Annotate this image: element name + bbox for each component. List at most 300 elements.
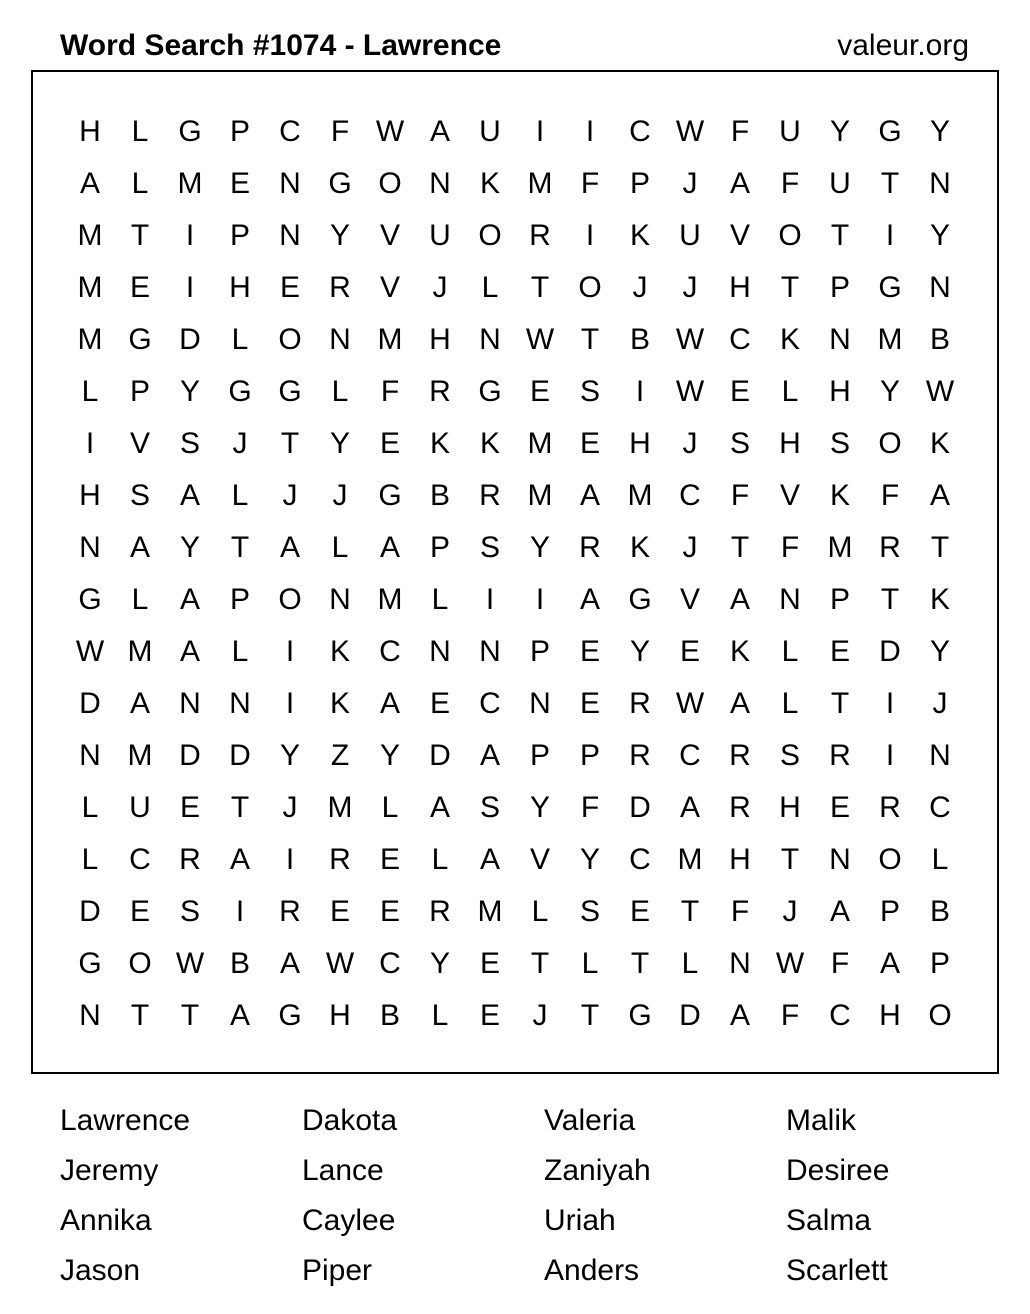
word-list-item: Zaniyah [544, 1154, 651, 1187]
grid-letter: P [579, 739, 600, 772]
grid-letter: A [279, 531, 300, 564]
grid-letter: C [279, 115, 301, 148]
grid-letter: I [235, 895, 245, 928]
grid-letter: M [377, 583, 403, 616]
grid-letter: W [75, 635, 105, 668]
grid-letter: D [679, 999, 701, 1032]
grid-letter: F [580, 791, 600, 824]
grid-letter: K [629, 219, 650, 252]
grid-letter: S [179, 427, 200, 460]
grid-letter: B [929, 323, 950, 356]
grid-letter: A [579, 479, 600, 512]
grid-letter: W [675, 115, 705, 148]
grid-letter: E [279, 271, 300, 304]
grid-letter: C [629, 115, 651, 148]
grid-letter: C [379, 635, 401, 668]
grid-letter: E [479, 999, 500, 1032]
grid-letter: N [79, 999, 101, 1032]
grid-letter: R [879, 791, 901, 824]
grid-letter: K [779, 323, 800, 356]
grid-letter: A [179, 583, 200, 616]
grid-letter: L [131, 583, 149, 616]
word-list-item: Valeria [544, 1104, 636, 1137]
grid-letter: D [179, 323, 201, 356]
grid-letter: L [581, 947, 599, 980]
grid-letter: J [282, 791, 298, 824]
grid-letter: E [129, 895, 150, 928]
grid-letter: V [729, 219, 750, 252]
word-list-item: Dakota [302, 1104, 398, 1137]
grid-letter: I [885, 739, 895, 772]
word-list-item: Uriah [544, 1204, 616, 1237]
grid-letter: O [878, 427, 902, 460]
grid-letter: T [630, 947, 650, 980]
grid-letter: J [632, 271, 648, 304]
grid-letter: G [378, 479, 402, 512]
grid-letter: M [827, 531, 853, 564]
grid-letter: N [279, 167, 301, 200]
grid-letter: G [278, 375, 302, 408]
grid-letter: N [829, 843, 851, 876]
grid-letter: I [285, 687, 295, 720]
grid-letter: V [379, 219, 400, 252]
grid-letter: C [679, 479, 701, 512]
grid-letter: L [81, 791, 99, 824]
grid-letter: I [635, 375, 645, 408]
grid-letter: R [329, 271, 351, 304]
grid-letter: J [682, 167, 698, 200]
grid-letter: P [829, 271, 850, 304]
grid-letter: A [379, 531, 400, 564]
grid-letter: B [929, 895, 950, 928]
word-list-item: Scarlett [786, 1254, 888, 1287]
grid-letter: P [829, 583, 850, 616]
grid-letter: U [779, 115, 801, 148]
grid-letter: L [231, 323, 249, 356]
grid-letter: W [675, 323, 705, 356]
grid-letter: M [77, 323, 103, 356]
grid-letter: V [779, 479, 800, 512]
grid-letter: R [279, 895, 301, 928]
grid-letter: C [129, 843, 151, 876]
grid-letter: D [879, 635, 901, 668]
grid-letter: E [129, 271, 150, 304]
grid-letter: T [280, 427, 300, 460]
grid-letter: U [129, 791, 151, 824]
grid-letter: A [179, 479, 200, 512]
grid-letter: K [929, 583, 950, 616]
word-list-item: Jason [60, 1254, 141, 1287]
grid-letter: N [929, 271, 951, 304]
grid-letter: N [79, 739, 101, 772]
grid-letter: I [585, 115, 595, 148]
grid-letter: P [929, 947, 950, 980]
grid-letter: M [377, 323, 403, 356]
site-name: valeur.org [837, 29, 969, 62]
grid-letter: R [829, 739, 851, 772]
grid-letter: T [930, 531, 950, 564]
grid-letter: H [329, 999, 351, 1032]
grid-letter: R [879, 531, 901, 564]
grid-letter: Y [179, 375, 200, 408]
grid-letter: L [381, 791, 399, 824]
letter-grid [65, 106, 965, 1042]
grid-letter: J [682, 271, 698, 304]
grid-letter: T [880, 583, 900, 616]
grid-letter: F [830, 947, 850, 980]
grid-letter: N [929, 167, 951, 200]
grid-letter: A [479, 843, 500, 876]
grid-letter: O [378, 167, 402, 200]
grid-letter: J [332, 479, 348, 512]
grid-letter: N [479, 635, 501, 668]
grid-letter: Y [379, 739, 400, 772]
grid-letter: C [929, 791, 951, 824]
grid-letter: N [329, 583, 351, 616]
grid-letter: L [431, 843, 449, 876]
grid-letter: Y [429, 947, 450, 980]
grid-letter: L [481, 271, 499, 304]
grid-letter: S [129, 479, 150, 512]
grid-letter: B [379, 999, 400, 1032]
grid-letter: M [677, 843, 703, 876]
grid-letter: T [780, 271, 800, 304]
grid-letter: I [185, 271, 195, 304]
grid-letter: J [432, 271, 448, 304]
grid-letter: E [379, 895, 400, 928]
grid-letter: M [627, 479, 653, 512]
grid-letter: P [229, 219, 250, 252]
grid-letter: E [579, 687, 600, 720]
grid-letter: O [278, 583, 302, 616]
grid-letter: R [429, 895, 451, 928]
grid-letter: F [730, 115, 750, 148]
grid-letter: F [730, 895, 750, 928]
grid-letter: L [331, 375, 349, 408]
grid-letter: K [479, 167, 500, 200]
grid-letter: A [279, 947, 300, 980]
grid-letter: W [525, 323, 555, 356]
grid-letter: Y [929, 635, 950, 668]
grid-letter: A [429, 791, 450, 824]
grid-letter: I [885, 219, 895, 252]
grid-letter: M [877, 323, 903, 356]
grid-letter: L [431, 999, 449, 1032]
grid-letter: K [929, 427, 950, 460]
grid-letter: B [229, 947, 250, 980]
grid-letter: A [729, 999, 750, 1032]
grid-letter: T [880, 167, 900, 200]
grid-letter: F [580, 167, 600, 200]
grid-letter: E [179, 791, 200, 824]
grid-letter: O [128, 947, 152, 980]
grid-letter: P [229, 583, 250, 616]
grid-letter: C [629, 843, 651, 876]
grid-letter: M [527, 427, 553, 460]
word-list-item: Annika [60, 1204, 152, 1237]
grid-letter: P [129, 375, 150, 408]
grid-letter: J [682, 427, 698, 460]
grid-letter: N [429, 167, 451, 200]
grid-letter: N [729, 947, 751, 980]
grid-letter: O [878, 843, 902, 876]
grid-letter: R [629, 687, 651, 720]
grid-letter: H [879, 999, 901, 1032]
grid-letter: A [479, 739, 500, 772]
grid-letter: J [932, 687, 948, 720]
grid-letter: T [230, 791, 250, 824]
grid-letter: K [329, 687, 350, 720]
grid-letter: T [680, 895, 700, 928]
grid-letter: N [279, 219, 301, 252]
grid-letter: R [529, 219, 551, 252]
grid-letter: U [429, 219, 451, 252]
grid-letter: A [229, 999, 250, 1032]
grid-letter: U [479, 115, 501, 148]
grid-letter: D [229, 739, 251, 772]
grid-letter: S [729, 427, 750, 460]
grid-letter: L [331, 531, 349, 564]
word-list-item: Salma [786, 1204, 872, 1237]
grid-letter: C [379, 947, 401, 980]
grid-letter: R [429, 375, 451, 408]
word-list-item: Malik [786, 1104, 857, 1137]
grid-letter: H [79, 479, 101, 512]
grid-letter: H [779, 427, 801, 460]
grid-letter: D [429, 739, 451, 772]
grid-letter: G [278, 999, 302, 1032]
grid-letter: R [579, 531, 601, 564]
grid-letter: P [529, 635, 550, 668]
grid-letter: E [579, 635, 600, 668]
grid-letter: Y [579, 843, 600, 876]
grid-letter: A [129, 687, 150, 720]
grid-letter: I [485, 583, 495, 616]
grid-letter: T [730, 531, 750, 564]
grid-letter: V [129, 427, 150, 460]
grid-letter: E [429, 687, 450, 720]
grid-letter: M [527, 167, 553, 200]
grid-letter: V [529, 843, 550, 876]
grid-letter: D [79, 895, 101, 928]
grid-letter: I [585, 219, 595, 252]
puzzle-title: Word Search #1074 - Lawrence [60, 29, 502, 62]
grid-letter: I [885, 687, 895, 720]
grid-letter: T [580, 999, 600, 1032]
grid-letter: E [729, 375, 750, 408]
grid-letter: A [729, 583, 750, 616]
grid-letter: E [379, 427, 400, 460]
grid-letter: W [175, 947, 205, 980]
grid-letter: L [931, 843, 949, 876]
grid-letter: F [780, 167, 800, 200]
grid-letter: Z [330, 739, 350, 772]
grid-letter: E [829, 791, 850, 824]
grid-letter: T [530, 271, 550, 304]
grid-letter: I [535, 583, 545, 616]
grid-letter: J [232, 427, 248, 460]
grid-letter: M [77, 271, 103, 304]
grid-letter: N [229, 687, 251, 720]
grid-letter: L [231, 479, 249, 512]
grid-letter: O [578, 271, 602, 304]
grid-letter: Y [929, 115, 950, 148]
grid-letter: G [478, 375, 502, 408]
grid-letter: E [479, 947, 500, 980]
grid-letter: Y [629, 635, 650, 668]
grid-letter: C [829, 999, 851, 1032]
grid-letter: E [829, 635, 850, 668]
grid-letter: N [829, 323, 851, 356]
grid-letter: R [629, 739, 651, 772]
grid-letter: L [531, 895, 549, 928]
word-list-item: Anders [544, 1254, 640, 1287]
grid-letter: G [628, 583, 652, 616]
grid-letter: F [780, 999, 800, 1032]
grid-letter: I [535, 115, 545, 148]
grid-letter: J [682, 531, 698, 564]
grid-letter: A [829, 895, 850, 928]
grid-letter: W [675, 687, 705, 720]
grid-letter: S [579, 375, 600, 408]
grid-letter: Y [329, 427, 350, 460]
grid-letter: G [78, 583, 102, 616]
word-list-item: Piper [302, 1254, 373, 1287]
grid-letter: N [929, 739, 951, 772]
grid-letter: V [679, 583, 700, 616]
grid-letter: B [429, 479, 450, 512]
grid-letter: L [431, 583, 449, 616]
grid-letter: K [429, 427, 450, 460]
grid-letter: H [429, 323, 451, 356]
grid-letter: H [729, 843, 751, 876]
grid-letter: A [429, 115, 450, 148]
grid-letter: W [925, 375, 955, 408]
grid-letter: T [130, 219, 150, 252]
grid-letter: U [829, 167, 851, 200]
grid-letter: T [130, 999, 150, 1032]
grid-letter: C [479, 687, 501, 720]
grid-letter: K [329, 635, 350, 668]
grid-letter: A [729, 167, 750, 200]
grid-letter: T [530, 947, 550, 980]
grid-letter: G [228, 375, 252, 408]
grid-letter: V [379, 271, 400, 304]
grid-letter: T [580, 323, 600, 356]
grid-letter: Y [879, 375, 900, 408]
grid-letter: H [729, 271, 751, 304]
grid-letter: G [178, 115, 202, 148]
grid-letter: C [729, 323, 751, 356]
grid-letter: E [679, 635, 700, 668]
grid-letter: N [779, 583, 801, 616]
grid-letter: R [729, 791, 751, 824]
grid-letter: F [780, 531, 800, 564]
grid-letter: P [879, 895, 900, 928]
grid-letter: D [629, 791, 651, 824]
grid-letter: J [532, 999, 548, 1032]
grid-letter: M [77, 219, 103, 252]
grid-letter: N [529, 687, 551, 720]
grid-letter: E [629, 895, 650, 928]
grid-letter: N [179, 687, 201, 720]
word-list-item: Lance [302, 1154, 384, 1187]
grid-letter: L [131, 115, 149, 148]
grid-letter: H [629, 427, 651, 460]
grid-letter: N [329, 323, 351, 356]
grid-letter: B [629, 323, 650, 356]
grid-letter: D [179, 739, 201, 772]
word-list-item: Caylee [302, 1204, 396, 1237]
grid-letter: L [781, 375, 799, 408]
grid-letter: A [79, 167, 100, 200]
grid-letter: Y [279, 739, 300, 772]
grid-letter: E [329, 895, 350, 928]
grid-letter: C [679, 739, 701, 772]
grid-letter: Y [179, 531, 200, 564]
grid-letter: P [629, 167, 650, 200]
grid-letter: F [730, 479, 750, 512]
grid-letter: I [85, 427, 95, 460]
grid-letter: Y [829, 115, 850, 148]
grid-letter: H [229, 271, 251, 304]
grid-letter: S [779, 739, 800, 772]
grid-letter: R [479, 479, 501, 512]
grid-letter: M [477, 895, 503, 928]
grid-letter: W [375, 115, 405, 148]
grid-letter: O [928, 999, 952, 1032]
grid-letter: P [429, 531, 450, 564]
grid-letter: A [229, 843, 250, 876]
grid-letter: L [681, 947, 699, 980]
grid-letter: G [628, 999, 652, 1032]
grid-letter: N [79, 531, 101, 564]
grid-letter: G [328, 167, 352, 200]
grid-letter: G [878, 115, 902, 148]
grid-letter: S [579, 895, 600, 928]
grid-letter: A [379, 687, 400, 720]
grid-letter: L [231, 635, 249, 668]
grid-letter: P [229, 115, 250, 148]
grid-letter: E [579, 427, 600, 460]
grid-letter: L [131, 167, 149, 200]
grid-letter: Y [529, 531, 550, 564]
grid-letter: T [230, 531, 250, 564]
grid-letter: G [878, 271, 902, 304]
grid-letter: Y [529, 791, 550, 824]
grid-letter: Y [329, 219, 350, 252]
grid-letter: E [529, 375, 550, 408]
grid-letter: F [380, 375, 400, 408]
word-list [60, 1096, 1028, 1296]
puzzle-frame [31, 70, 999, 1074]
grid-letter: N [479, 323, 501, 356]
grid-letter: T [780, 843, 800, 876]
grid-letter: K [629, 531, 650, 564]
word-list-item: Desiree [786, 1154, 890, 1187]
grid-letter: A [879, 947, 900, 980]
grid-letter: W [675, 375, 705, 408]
grid-letter: E [379, 843, 400, 876]
grid-letter: S [479, 531, 500, 564]
grid-letter: G [128, 323, 152, 356]
grid-letter: A [179, 635, 200, 668]
grid-letter: S [179, 895, 200, 928]
grid-letter: J [282, 479, 298, 512]
grid-letter: W [325, 947, 355, 980]
grid-letter: N [429, 635, 451, 668]
grid-letter: L [81, 843, 99, 876]
